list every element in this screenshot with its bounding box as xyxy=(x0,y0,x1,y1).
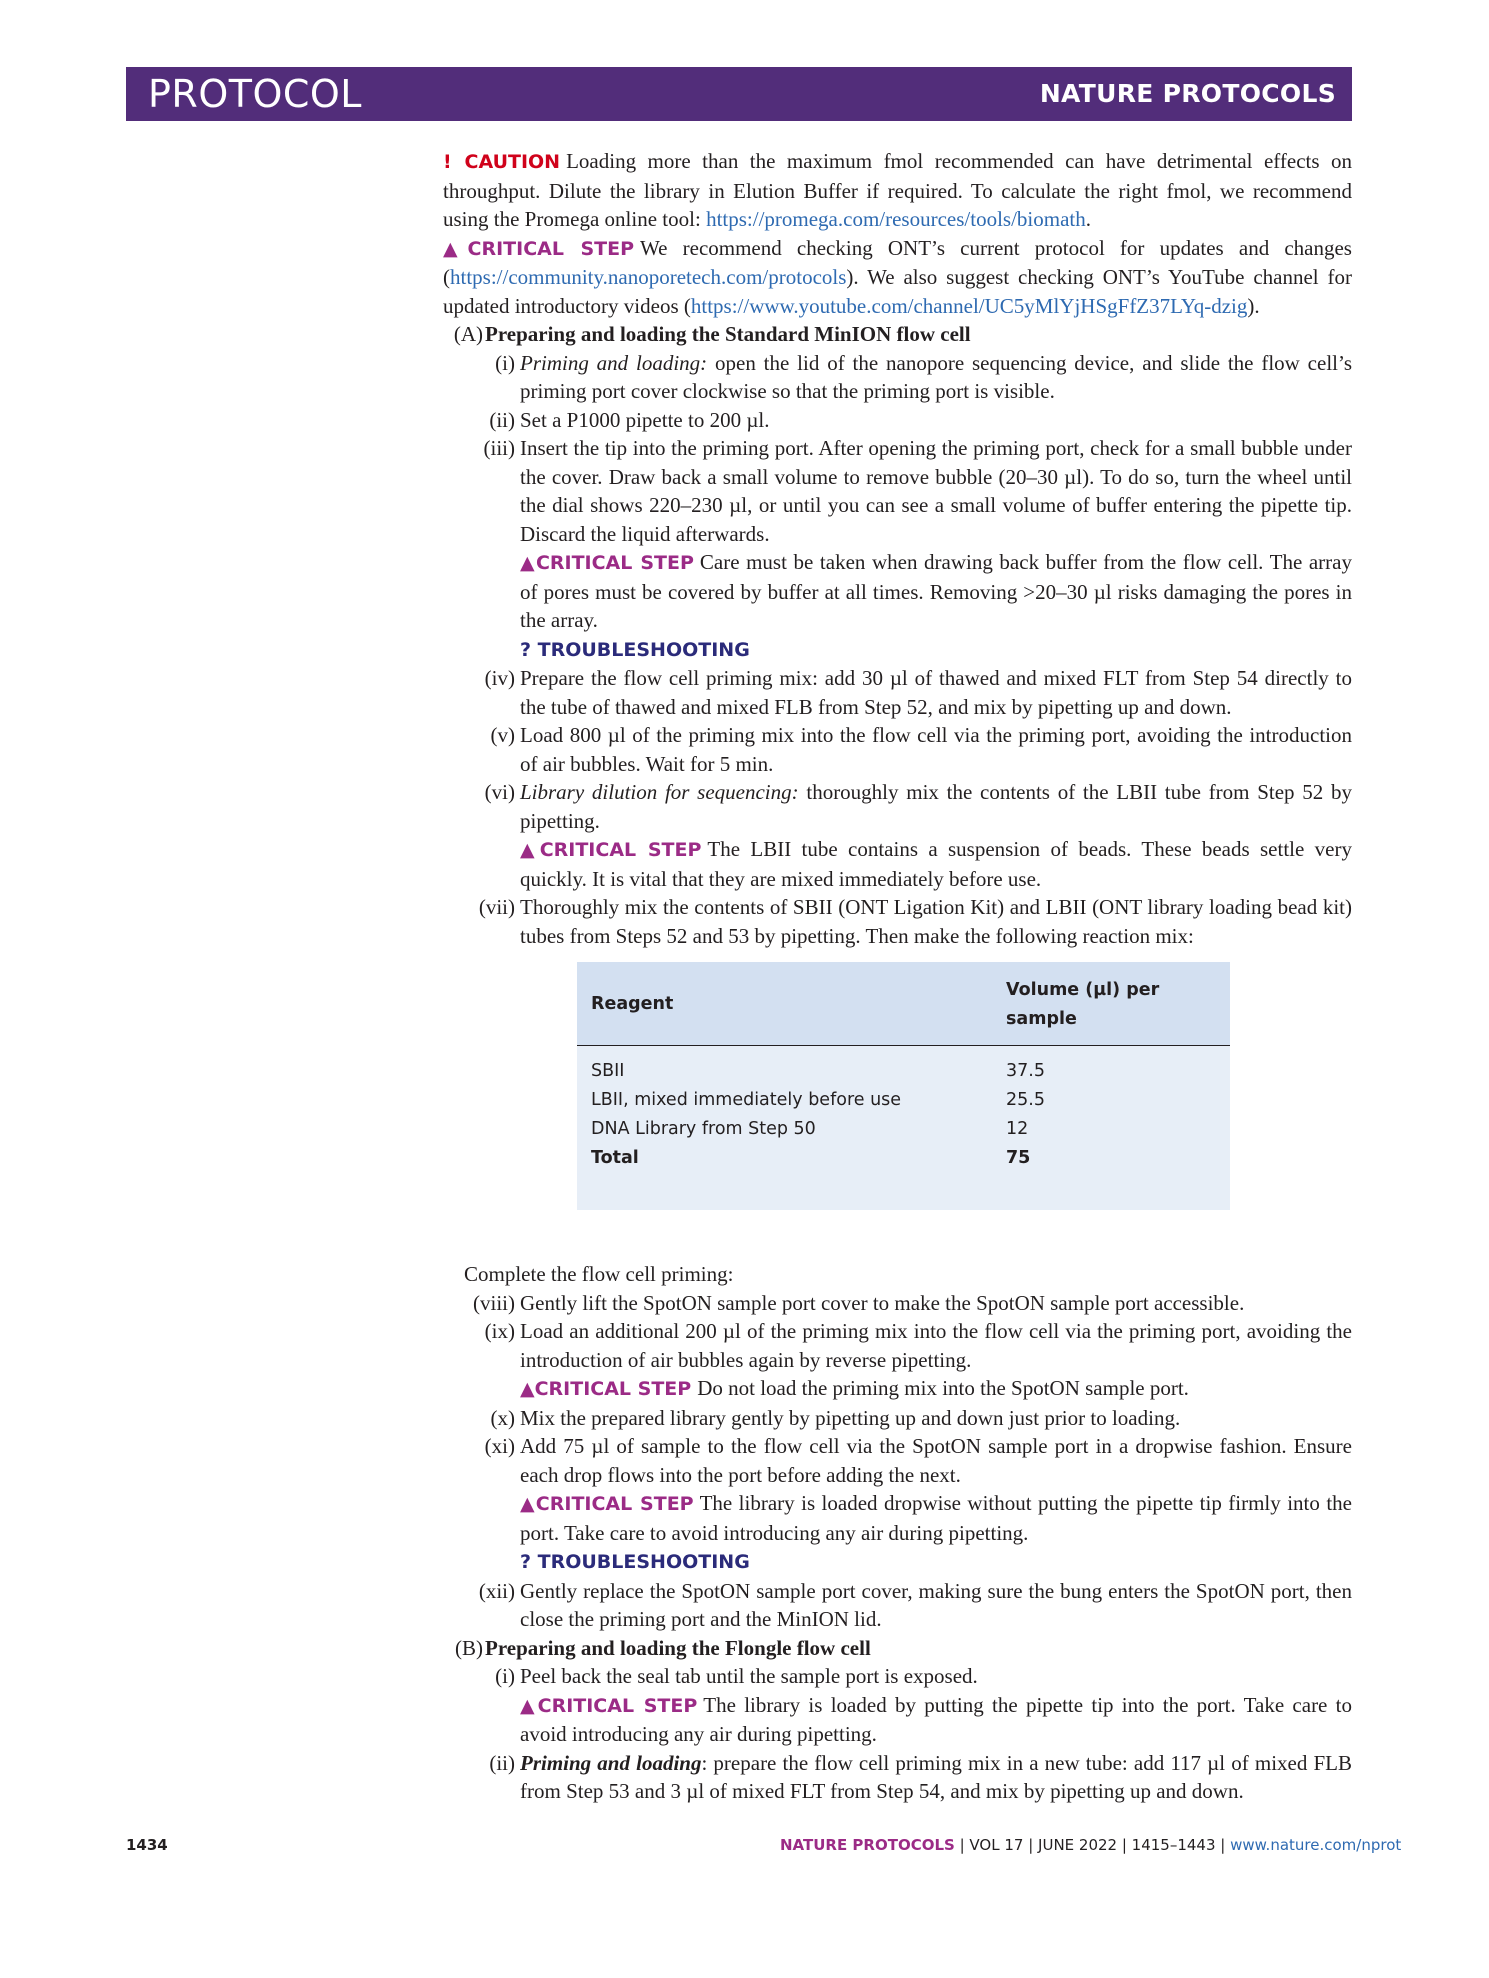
critical-step-a-xi: ▲CRITICAL STEP The library is loaded dropwise without putting the pipette tip firmly into the port. Take care to avoid introducing any air during pipetting. xyxy=(520,1491,1352,1545)
page-header xyxy=(126,67,1352,121)
table-row: LBII, mixed immediately before use 25.5 xyxy=(591,1090,1045,1110)
step-a-vii: (vii) Thoroughly mix the contents of SBII (ONT Ligation Kit) and LBII (ONT library loading bead kit) tubes from Steps 52 and 53 by pipetting. Then make the following reaction mix: xyxy=(478,895,1352,948)
section-b-heading: (B) Preparing and loading the Flongle flow cell xyxy=(455,1635,871,1660)
step-a-ii: (ii) Set a P1000 pipette to 200 µl. xyxy=(489,407,770,432)
section-a-heading: (A) Preparing and loading the Standard MinION flow cell xyxy=(453,322,971,346)
journal-url-link[interactable]: www.nature.com/nprot xyxy=(1230,1836,1402,1854)
column-header-reagent: Reagent xyxy=(577,962,992,1046)
critical-step-a-ix: ▲CRITICAL STEP Do not load the priming mix into the SpotON sample port. xyxy=(520,1376,1189,1400)
column-header-volume: Volume (µl) per sample xyxy=(992,962,1230,1046)
step-a-v: (v) Load 800 µl of the priming mix into the flow cell via the priming port, avoiding the introduction of air bubbles. Wait for 5 min. xyxy=(490,723,1352,776)
troubleshooting-link-a-iii[interactable]: ? TROUBLESHOOTING xyxy=(520,638,750,661)
table-header-row xyxy=(577,962,1230,1046)
step-a-i: (i) Priming and loading: open the lid of the nanopore sequencing device, and slide the flow cell’s priming port cover clockwise so that the priming port is visible. xyxy=(495,350,1352,403)
promega-link[interactable]: https://promega.com/resources/tools/biomath xyxy=(706,207,1086,231)
critical-step-b-i: ▲CRITICAL STEP The library is loaded by putting the pipette tip into the port. Take care to avoid introducing any air during pipetting. xyxy=(520,1692,1352,1746)
step-a-xi: (xi) Add 75 µl of sample to the flow cell via the SpotON sample port in a dropwise fashion. Ensure each drop flows into the port before adding the next. xyxy=(484,1434,1352,1487)
citation: NATURE PROTOCOLS | VOL 17 | JUNE 2022 | 1415–1443 | www.nature.com/nprot xyxy=(780,1836,1402,1854)
step-a-iv: (iv) Prepare the flow cell priming mix: add 30 µl of thawed and mixed FLT from Step 54 directly to the tube of thawed and mixed FLB from Step 52, and mix by pipetting up and down. xyxy=(484,666,1352,719)
caution-label: ! CAUTION xyxy=(443,151,561,173)
reaction-mix-table xyxy=(577,962,1230,1210)
journal-name: NATURE PROTOCOLS xyxy=(1039,79,1336,108)
step-b-ii: (ii) Priming and loading: prepare the flow cell priming mix in a new tube: add 117 µl of mixed FLB from Step 53 and 3 µl of mixed FLT from Step 54, and mix by pipetting up and down. xyxy=(489,1750,1352,1803)
caution-note: ! CAUTION Loading more than the maximum fmol recommended can have detrimental effects on throughput. Dilute the library in Elution Buffer if required. To calculate the right fmol, we recommend using the Promega online tool: https://promega.com/resources/tools/biomath. xyxy=(443,149,1353,231)
step-a-xii: (xii) Gently replace the SpotON sample port cover, making sure the bung enters the SpotON port, then close the priming port and the MinION lid. xyxy=(478,1578,1352,1631)
critical-step-a-vi: ▲CRITICAL STEP The LBII tube contains a suspension of beads. These beads settle very quickly. It is vital that they are mixed immediately before use. xyxy=(520,837,1352,891)
step-a-ix: (ix) Load an additional 200 µl of the priming mix into the flow cell via the priming port, avoiding the introduction of air bubbles again by reverse pipetting. xyxy=(484,1319,1352,1372)
table-row: SBII 37.5 xyxy=(591,1061,1045,1081)
critical-step-a-iii: ▲CRITICAL STEP Care must be taken when drawing back buffer from the flow cell. The array of pores must be covered by buffer at all times. Removing >20–30 µl risks damaging the pores in the array. xyxy=(520,550,1352,632)
page-number: 1434 xyxy=(126,1836,168,1854)
troubleshooting-link-a-xi[interactable]: ? TROUBLESHOOTING xyxy=(520,1551,750,1573)
critical-step-label: ▲CRITICAL STEP xyxy=(443,237,635,260)
step-a-iii: (iii) Insert the tip into the priming port. After opening the priming port, check for a small bubble under the cover. Draw back a small volume to remove bubble (20–30 µl). To do so, turn the wheel until the dial shows 220–230 µl, or until you can see a small volume of buffer entering the pipette tip. Discard the liquid afterwards. xyxy=(483,436,1352,546)
complete-priming-intro: Complete the flow cell priming: xyxy=(464,1262,734,1286)
table-total-row: Total 75 xyxy=(591,1148,1031,1168)
step-a-x: (x) Mix the prepared library gently by pipetting up and down just prior to loading. xyxy=(490,1405,1181,1430)
step-a-viii: (viii) Gently lift the SpotON sample port cover to make the SpotON sample port accessible. xyxy=(473,1290,1245,1315)
critical-step-intro: ▲CRITICAL STEP We recommend checking ONT’s current protocol for updates and changes (https://community.nanoporetech.com/protocols). We also suggest checking ONT’s YouTube channel for updated introductory videos (https://www.youtube.com/channel/UC5yMlYjHSgFfZ37LYq-dzig). xyxy=(443,235,1352,318)
ont-protocols-link[interactable]: https://community.nanoporetech.com/protocols xyxy=(450,265,847,289)
article-body xyxy=(443,147,1352,1806)
step-a-vi: (vi) Library dilution for sequencing: thoroughly mix the contents of the LBII tube from Step 52 by pipetting. xyxy=(484,780,1352,833)
youtube-link[interactable]: https://www.youtube.com/channel/UC5yMlYjHSgFfZ37LYq-dzig xyxy=(690,293,1248,318)
section-label: PROTOCOL xyxy=(148,72,362,116)
table-row: DNA Library from Step 50 12 xyxy=(591,1119,1029,1139)
step-b-i: (i) Peel back the seal tab until the sample port is exposed. xyxy=(495,1664,978,1688)
